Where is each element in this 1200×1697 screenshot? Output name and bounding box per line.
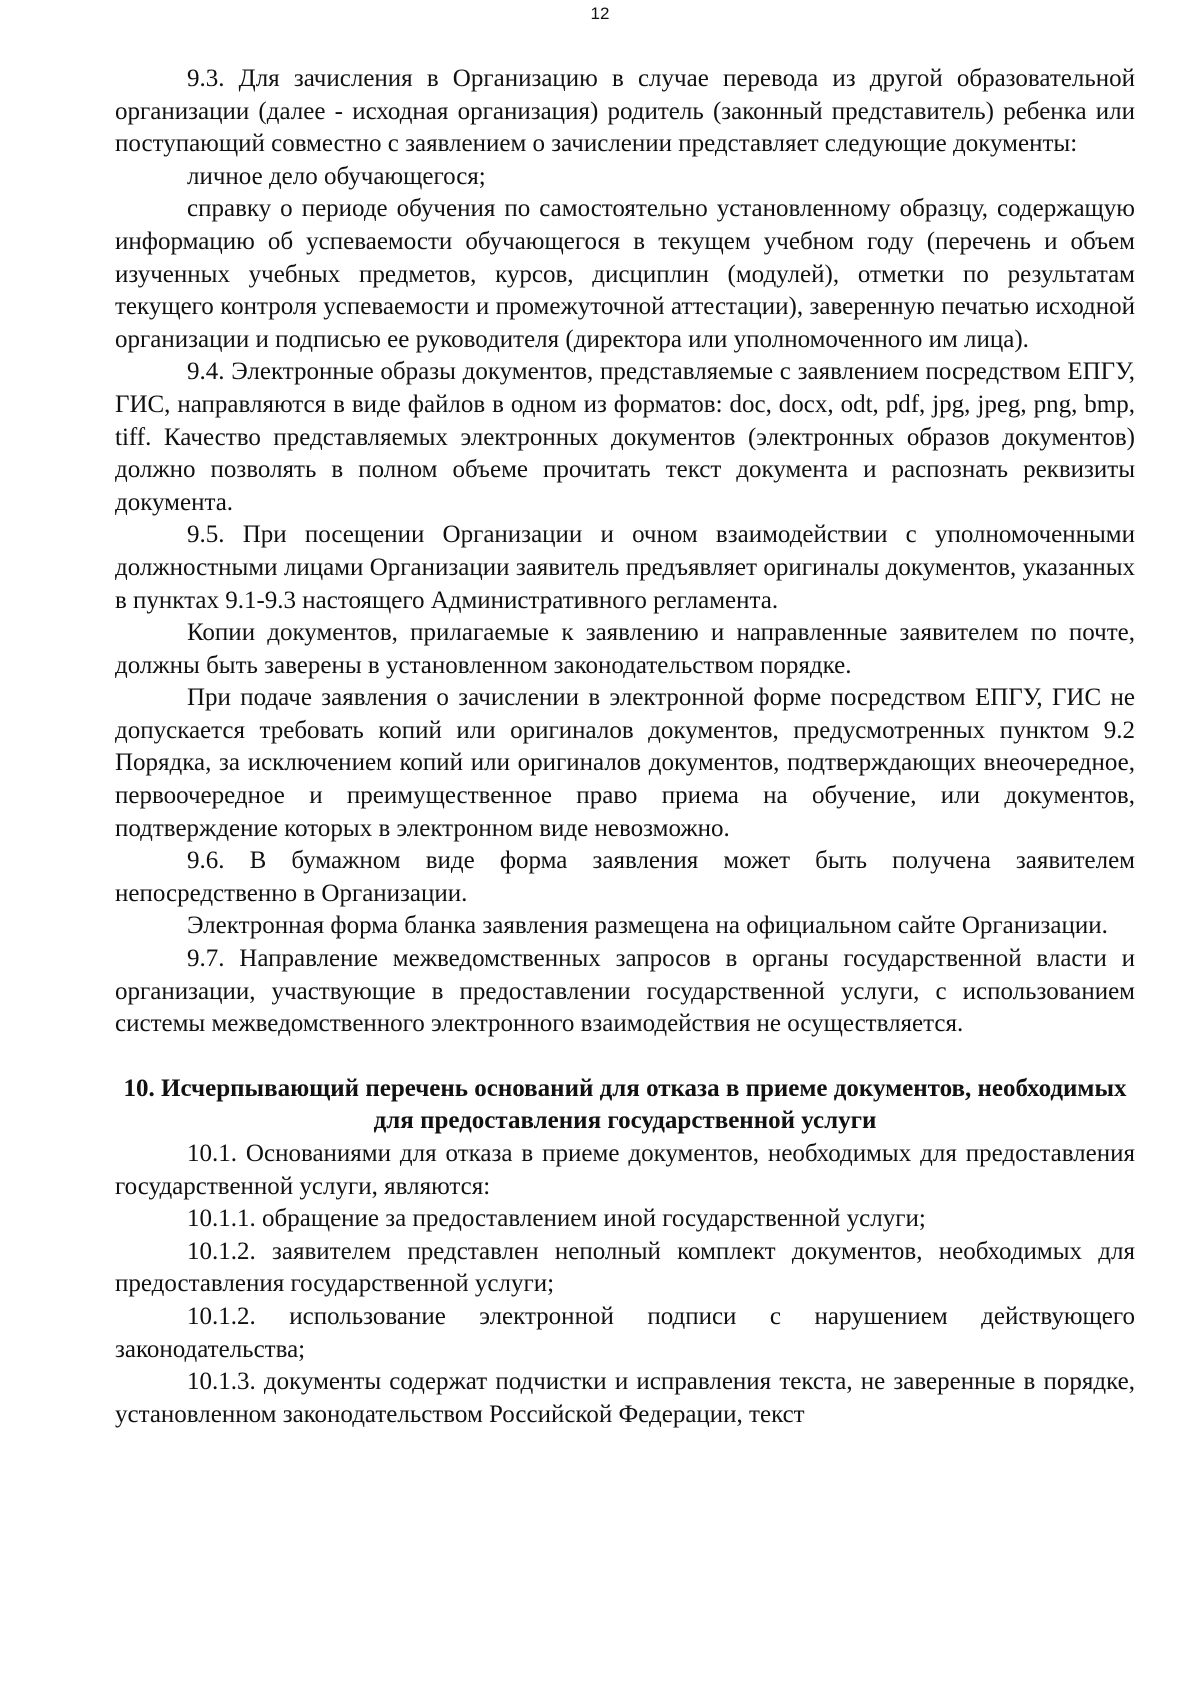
paragraph-10-1-1: 10.1.1. обращение за предоставлением иной государственной услуги; [187, 1205, 926, 1233]
paragraph-personal-file: личное дело обучающегося; [187, 162, 486, 190]
paragraph-10-1-3: 10.1.3. документы содержат подчистки и исправления текста, не заверенные в порядке, установленном законодательством Российской Федерации, текст [115, 1368, 1135, 1428]
paragraph-10-1-2-signature: 10.1.2. использование электронной подписи с нарушением действующего законодательства; [115, 1302, 1135, 1363]
paragraph-9-7: 9.7. Направление межведомственных запросов в органы государственной власти и организации, участвующие в предоставлении государственной услуги, с использованием системы межведомственного электронного взаимодействия не осуществляется. [115, 945, 1135, 1038]
paragraph-9-4: 9.4. Электронные образы документов, представляемые с заявлением посредством ЕПГУ, ГИС, направляются в виде файлов в одном из форматов: doc, docx, odt, pdf, jpg, jpeg, png, bmp, tiff. Качество представляемых электронных документов (электронных образов документов) должно позволять в полном объеме прочитать текст документа и распознать реквизиты документа. [115, 358, 1135, 516]
section-heading: 10. Исчерпывающий перечень оснований для отказа в приеме документов, необходимых для предоставления государственной услуги [123, 1074, 1127, 1135]
paragraph-copies: Копии документов, прилагаемые к заявлению и направленные заявителем по почте, должны быть заверены в установленном законодательством порядке. [115, 619, 1135, 679]
paragraph-10-1-2-incomplete: 10.1.2. заявителем представлен неполный комплект документов, необходимых для предоставления государственной услуги; [115, 1237, 1135, 1298]
paragraph-electronic-submission: При подаче заявления о зачислении в электронной форме посредством ЕПГУ, ГИС не допускается требовать копий или оригиналов документов, предусмотренных пунктом 9.2 Порядка, за исключением копий или оригиналов документов, подтверждающих внеочередное, первоочередное и преимущественное право приема на обучение, или документов, подтверждение которых в электронном виде невозможно. [115, 684, 1135, 842]
page-number: 12 [590, 4, 610, 23]
paragraph-9-5: 9.5. При посещении Организации и очном взаимодействии с уполномоченными должностными лицами Организации заявитель предъявляет оригиналы документов, указанных в пунктах 9.1-9.3 настоящего Административного регламента. [115, 521, 1135, 614]
document-body [115, 63, 1135, 1431]
paragraph-10-1: 10.1. Основаниями для отказа в приеме документов, необходимых для предоставления государственной услуги, являются: [115, 1140, 1135, 1200]
paragraph-electronic-form: Электронная форма бланка заявления размещена на официальном сайте Организации. [187, 912, 1108, 940]
paragraph-9-3: 9.3. Для зачисления в Организацию в случае перевода из другой образовательной организации (далее - исходная организация) родитель (законный представитель) ребенка или поступающий совместно с заявлением о зачислении представляет следующие документы: [115, 65, 1135, 158]
paragraph-9-6: 9.6. В бумажном виде форма заявления может быть получена заявителем непосредственно в Организации. [115, 847, 1135, 907]
paragraph-study-certificate: справку о периоде обучения по самостоятельно установленному образцу, содержащую информацию об успеваемости обучающегося в текущем учебном году (перечень и объем изученных учебных предметов, курсов, дисциплин (модулей), отметки по результатам текущего контроля успеваемости и промежуточной аттестации), заверенную печатью исходной организации и подписью ее руководителя (директора или уполномоченного им лица). [115, 195, 1135, 353]
